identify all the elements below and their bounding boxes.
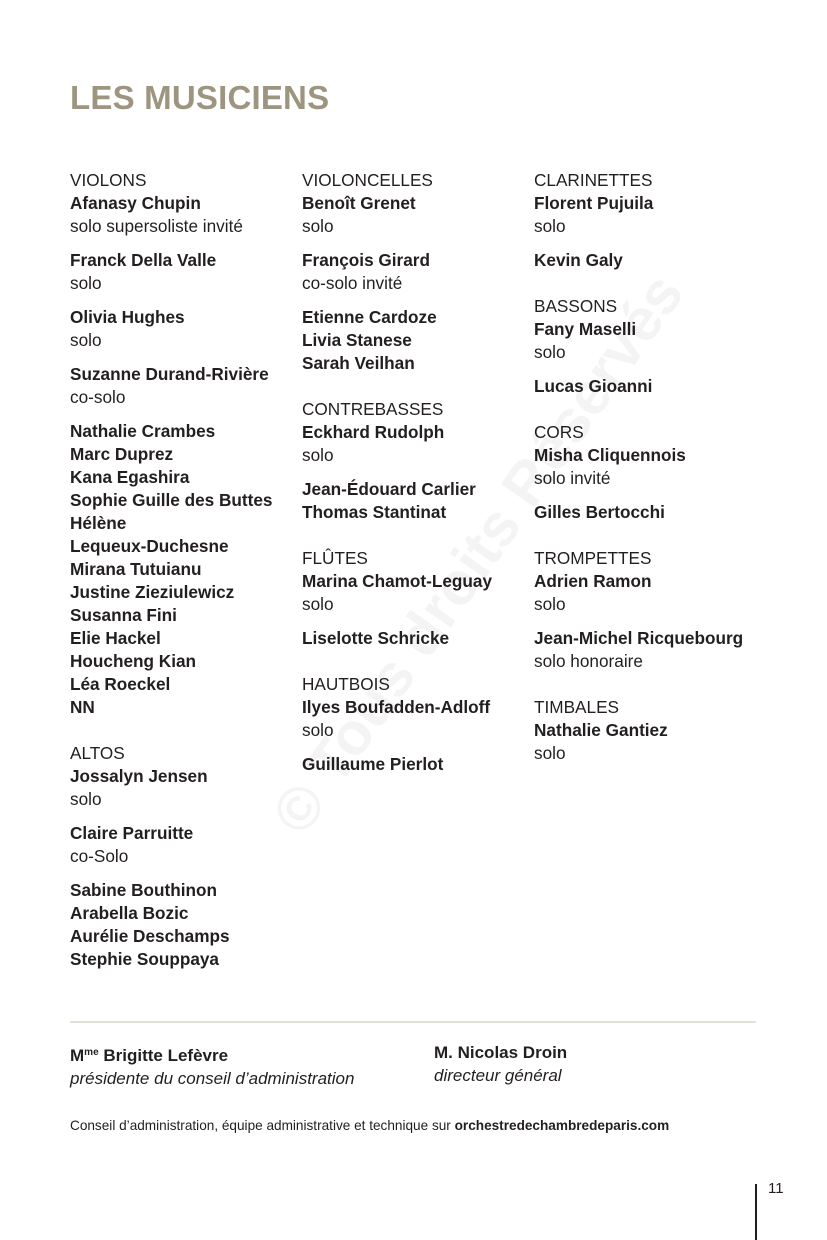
divider <box>70 1021 756 1023</box>
musician-role: solo <box>70 789 102 809</box>
musician-role: solo supersoliste invité <box>70 216 243 236</box>
musician-name: Kevin Galy <box>534 250 623 270</box>
musician-name: Jossalyn Jensen <box>70 766 208 786</box>
musician-group <box>302 753 534 776</box>
president-prefix-sup: me <box>84 1047 99 1058</box>
page-number: 11 <box>768 1180 784 1197</box>
section-label: FLÛTES <box>302 548 368 568</box>
musician-name: Liselotte Schricke <box>302 628 450 648</box>
president-prefix: M <box>70 1046 85 1065</box>
musician-role: solo <box>302 216 334 236</box>
section-cors <box>534 421 766 524</box>
director-name: M. Nicolas Droin <box>434 1043 568 1062</box>
musician-name: Lucas Gioanni <box>534 376 653 396</box>
musician-group <box>70 765 302 811</box>
musician-name: Livia Stanese <box>302 330 412 350</box>
musician-name: Franck Della Valle <box>70 250 217 270</box>
musician-name: Claire Parruitte <box>70 823 194 843</box>
musician-group <box>302 696 534 742</box>
musician-group <box>70 822 302 868</box>
musician-role: solo <box>534 743 566 763</box>
musician-group <box>70 249 302 295</box>
musician-name: Sophie Guille des Buttes <box>70 490 273 510</box>
section-label: TROMPETTES <box>534 548 652 568</box>
footer-note <box>70 1116 669 1136</box>
section-altos <box>70 742 302 971</box>
musician-group <box>70 192 302 238</box>
musician-name: Sarah Veilhan <box>302 353 415 373</box>
musician-role: solo <box>302 445 334 465</box>
musician-role: co-solo invité <box>302 273 403 293</box>
musician-role: solo <box>302 594 334 614</box>
musician-name: François Girard <box>302 250 430 270</box>
section-timbales <box>534 696 766 765</box>
musician-group <box>534 444 766 490</box>
musician-name: Justine Zieziulewicz <box>70 582 235 602</box>
musician-name: NN <box>70 697 95 717</box>
musician-name: Adrien Ramon <box>534 571 652 591</box>
musician-name: Susanna Fini <box>70 605 177 625</box>
musician-name: Mirana Tutuianu <box>70 559 202 579</box>
section-flûtes <box>302 547 534 650</box>
musician-role: solo <box>70 330 102 350</box>
musician-group <box>302 627 534 650</box>
musician-group <box>70 306 302 352</box>
musician-role: co-solo <box>70 387 126 407</box>
musician-group <box>302 249 534 295</box>
musician-group <box>302 570 534 616</box>
website-link[interactable]: orchestredechambredeparis.com <box>454 1118 670 1133</box>
column-2 <box>302 169 534 799</box>
signatory-director <box>434 1041 567 1087</box>
musician-group <box>302 421 534 467</box>
director-title: directeur général <box>434 1066 562 1085</box>
musician-group <box>534 719 766 765</box>
section-label: VIOLONCELLES <box>302 170 433 190</box>
musician-role: solo <box>302 720 334 740</box>
section-bassons <box>534 295 766 398</box>
section-label: TIMBALES <box>534 697 620 717</box>
musician-name: Nathalie Crambes <box>70 421 216 441</box>
musician-name: Sabine Bouthinon <box>70 880 218 900</box>
section-clarinettes <box>534 169 766 272</box>
musician-name: Florent Pujuila <box>534 193 654 213</box>
section-label: VIOLONS <box>70 170 147 190</box>
president-name <box>70 1041 354 1067</box>
footer-text: Conseil d’administration, équipe administrative et technique sur <box>70 1118 455 1133</box>
musician-name: Nathalie Gantiez <box>534 720 668 740</box>
musician-name: Ilyes Boufadden-Adloff <box>302 697 491 717</box>
musician-name: Gilles Bertocchi <box>534 502 665 522</box>
musician-name: Marc Duprez <box>70 444 174 464</box>
musician-name: Aurélie Deschamps <box>70 926 230 946</box>
page-number-rule <box>755 1184 757 1240</box>
musician-role: solo honoraire <box>534 651 643 671</box>
musician-name: Suzanne Durand-Rivière <box>70 364 269 384</box>
musician-name: Lequeux-Duchesne <box>70 536 229 556</box>
musician-group <box>70 879 302 971</box>
musician-role: co-Solo <box>70 846 129 866</box>
musician-group <box>302 192 534 238</box>
section-label: CLARINETTES <box>534 170 653 190</box>
musician-role: solo invité <box>534 468 611 488</box>
musician-group <box>302 478 534 524</box>
musician-name: Stephie Souppaya <box>70 949 219 969</box>
section-label: HAUTBOIS <box>302 674 390 694</box>
musician-group <box>534 318 766 364</box>
president-name-text: Brigitte Lefèvre <box>98 1046 229 1065</box>
section-contrebasses <box>302 398 534 524</box>
musician-group <box>534 192 766 238</box>
musician-name: Thomas Stantinat <box>302 502 447 522</box>
section-hautbois <box>302 673 534 776</box>
musician-group <box>534 627 766 673</box>
musician-name: Arabella Bozic <box>70 903 189 923</box>
musician-name: Fany Maselli <box>534 319 637 339</box>
musician-name: Marina Chamot-Leguay <box>302 571 493 591</box>
section-violoncelles <box>302 169 534 375</box>
musician-group <box>534 249 766 272</box>
musician-name: Eckhard Rudolph <box>302 422 445 442</box>
section-label: BASSONS <box>534 296 618 316</box>
musician-name: Benoît Grenet <box>302 193 416 213</box>
musician-name: Houcheng Kian <box>70 651 197 671</box>
musician-name: Léa Roeckel <box>70 674 171 694</box>
musician-name: Kana Egashira <box>70 467 190 487</box>
musician-group <box>70 363 302 409</box>
musician-role: solo <box>534 216 566 236</box>
section-label: ALTOS <box>70 743 125 763</box>
musician-name: Jean-Édouard Carlier <box>302 479 476 499</box>
musician-group <box>302 306 534 375</box>
president-title: présidente du conseil d’administration <box>70 1069 355 1088</box>
musician-role: solo <box>534 342 566 362</box>
musician-group <box>70 420 302 719</box>
musician-role: solo <box>70 273 102 293</box>
musician-name: Misha Cliquennois <box>534 445 686 465</box>
musician-name: Elie Hackel <box>70 628 161 648</box>
musician-name: Afanasy Chupin <box>70 193 201 213</box>
musician-name: Olivia Hughes <box>70 307 185 327</box>
section-trompettes <box>534 547 766 673</box>
section-violons <box>70 169 302 719</box>
column-3 <box>534 169 766 788</box>
section-label: CONTREBASSES <box>302 399 444 419</box>
column-1 <box>70 169 302 994</box>
page-title: LES MUSICIENS <box>70 79 330 116</box>
signatory-president <box>70 1041 354 1090</box>
musician-group <box>534 375 766 398</box>
musician-name: Hélène <box>70 513 127 533</box>
musician-name: Etienne Cardoze <box>302 307 437 327</box>
musician-group <box>534 501 766 524</box>
musician-name: Jean-Michel Ricquebourg <box>534 628 744 648</box>
musician-group <box>534 570 766 616</box>
musician-name: Guillaume Pierlot <box>302 754 444 774</box>
section-label: CORS <box>534 422 584 442</box>
musician-role: solo <box>534 594 566 614</box>
